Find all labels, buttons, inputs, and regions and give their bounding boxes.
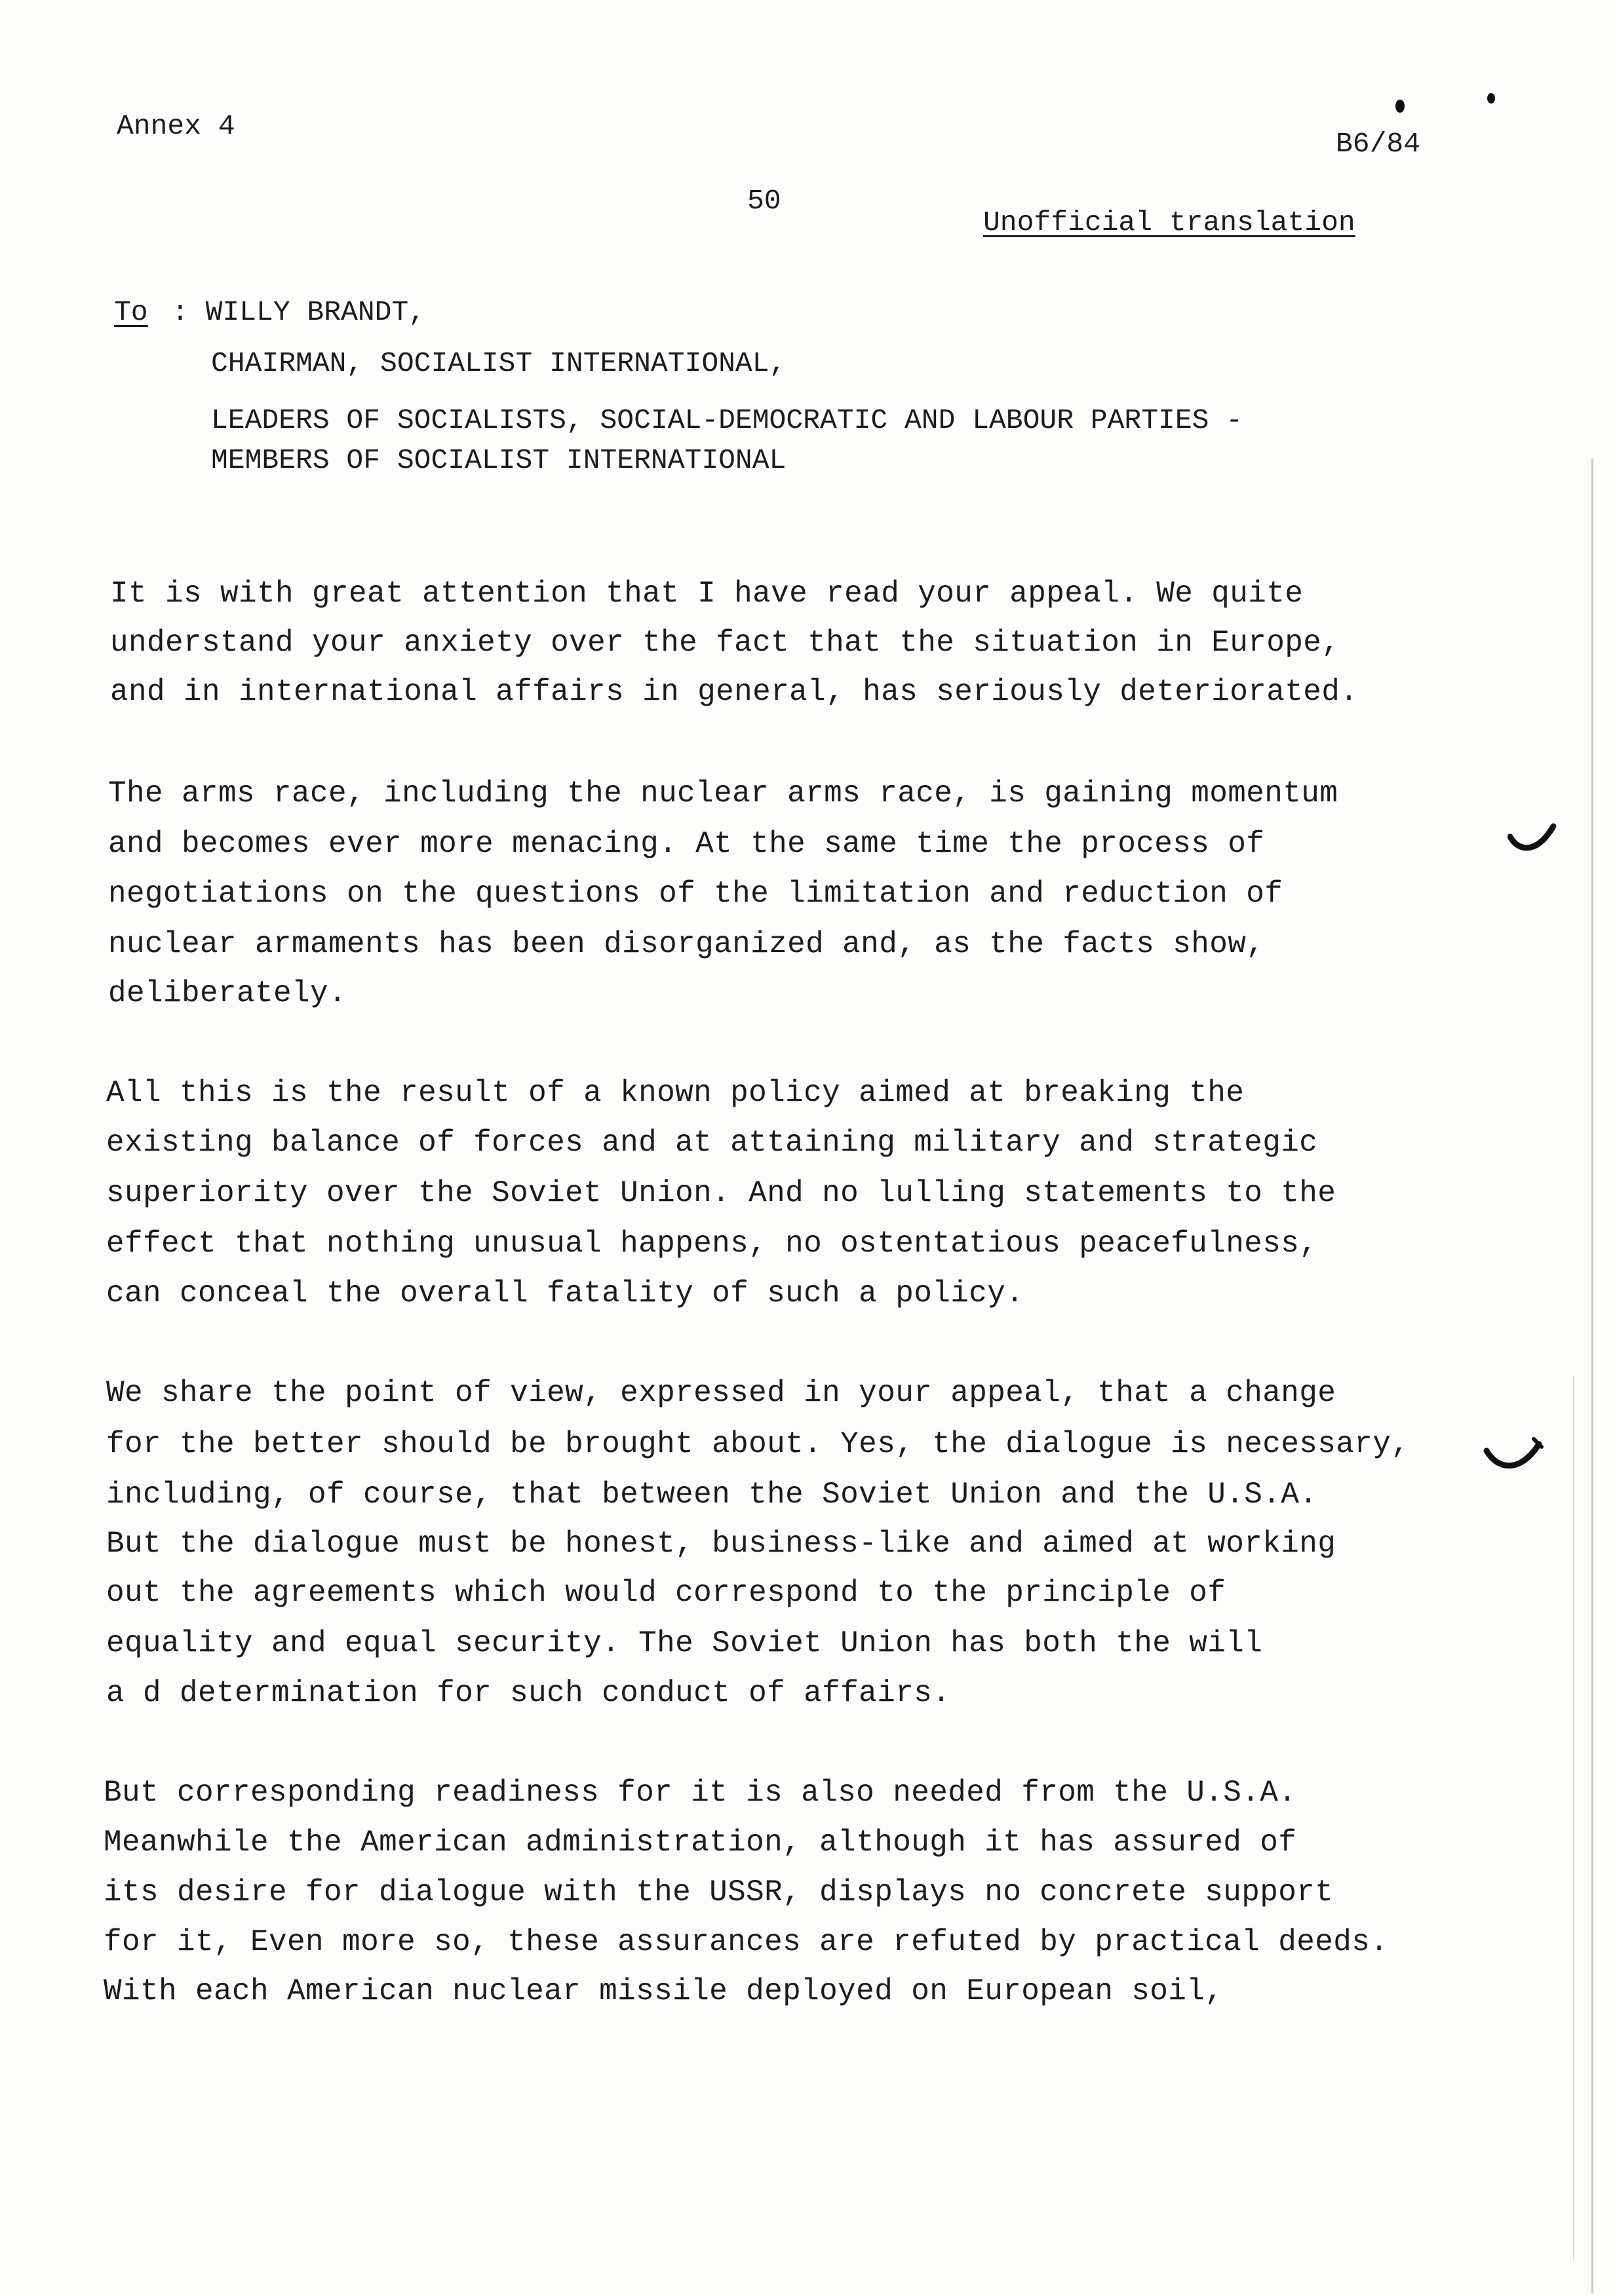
annex-label: Annex 4 [117, 110, 235, 142]
body-line: It is with great attention that I have read your appeal. We quite [110, 577, 1304, 611]
address-line: MEMBERS OF SOCIALIST INTERNATIONAL [211, 444, 787, 476]
body-line: Meanwhile the American administration, although it has assured of [104, 1826, 1297, 1860]
body-line: and becomes ever more menacing. At the same time the process of [108, 827, 1265, 861]
body-line: We share the point of view, expressed in your appeal, that a change [106, 1376, 1336, 1410]
body-line: All this is the result of a known policy aimed at breaking the [106, 1076, 1245, 1110]
translation-note: Unofficial translation [983, 206, 1355, 239]
address-line: LEADERS OF SOCIALISTS, SOCIAL-DEMOCRATIC AND LABOUR PARTIES - [211, 404, 1243, 436]
body-line: including, of course, that between the Soviet Union and the U.S.A. [106, 1478, 1318, 1512]
body-line: its desire for dialogue with the USSR, displays no concrete support [104, 1875, 1334, 1909]
address-line: : WILLY BRANDT, [172, 296, 426, 328]
ink-mark-icon [1484, 90, 1498, 106]
body-line: nuclear armaments has been disorganized and, as the facts show, [108, 927, 1265, 961]
reference-number: B6/84 [1336, 128, 1421, 160]
body-line: for the better should be brought about. Yes, the dialogue is necessary, [106, 1427, 1410, 1461]
handwritten-check-mark-icon [1483, 1435, 1548, 1481]
body-line: But the dialogue must be honest, business-like and aimed at working [106, 1527, 1336, 1561]
body-line: and in international affairs in general, has seriously deteriorated. [110, 675, 1359, 709]
body-line: equality and equal security. The Soviet Union has both the will [106, 1626, 1263, 1660]
body-line: existing balance of forces and at attaining military and strategic [106, 1126, 1318, 1160]
page-number: 50 [747, 185, 781, 217]
body-line: deliberately. [108, 976, 347, 1010]
scan-edge-line [1591, 459, 1593, 2293]
body-line: out the agreements which would correspond to the principle of [106, 1576, 1226, 1610]
scan-edge-line [1573, 1376, 1574, 2261]
handwritten-check-mark-icon [1508, 822, 1560, 862]
body-line: for it, Even more so, these assurances are refuted by practical deeds. [104, 1925, 1389, 1959]
body-line: With each American nuclear missile deployed on European soil, [104, 1974, 1224, 2008]
body-line: But corresponding readiness for it is also needed from the U.S.A. [104, 1776, 1297, 1810]
ink-mark-icon [1392, 97, 1408, 115]
body-line: understand your anxiety over the fact that the situation in Europe, [110, 626, 1340, 660]
body-line: effect that nothing unusual happens, no ostentatious peacefulness, [106, 1227, 1318, 1261]
body-line: negotiations on the questions of the limitation and reduction of [108, 877, 1283, 911]
body-line: The arms race, including the nuclear arms race, is gaining momentum [108, 776, 1338, 811]
to-label: To [114, 296, 148, 328]
body-line: can conceal the overall fatality of such a policy. [106, 1276, 1024, 1311]
body-line: a d determination for such conduct of affairs. [106, 1676, 951, 1710]
address-line: CHAIRMAN, SOCIALIST INTERNATIONAL, [211, 347, 787, 379]
body-line: superiority over the Soviet Union. And no lulling statements to the [106, 1176, 1336, 1210]
